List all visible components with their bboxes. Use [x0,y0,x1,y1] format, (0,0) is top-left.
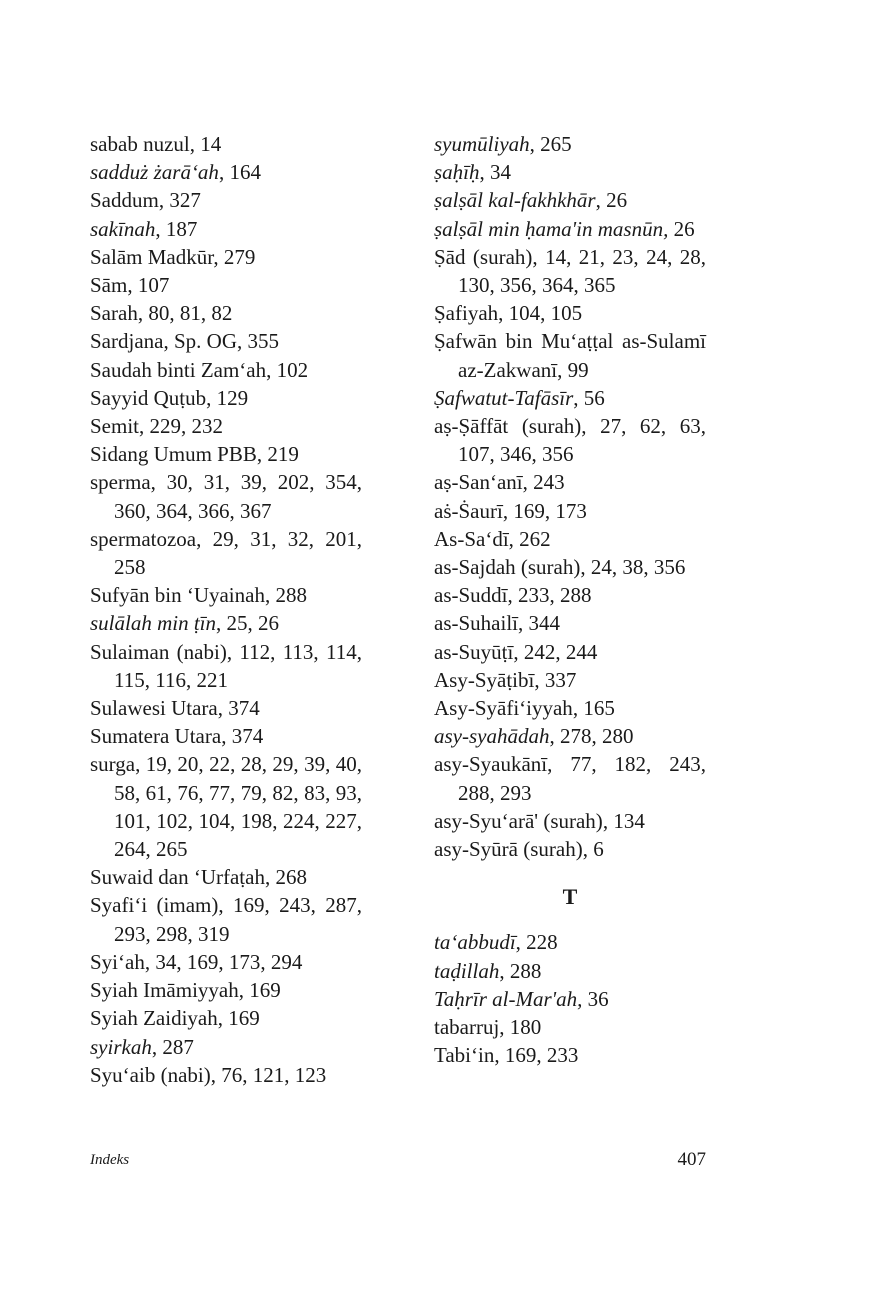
index-entry [90,638,362,694]
entry-term: Taḥrīr al-Mar'ah, [434,986,583,1011]
entry-pages: , 76, 121, 123 [210,1062,327,1087]
entry-term: Ṣafiyah [434,301,499,326]
entry-pages: , 25, 26 [216,611,280,636]
index-entry [90,694,362,722]
index-entry [434,835,706,863]
entry-term: aṣ-San‘anī [434,470,523,495]
entry-pages: , 129 [206,385,249,410]
entry-term: Ṣafwān bin Mu‘aṭṭal as-Sulamī az-Zakwanī [434,329,706,382]
entry-pages: , 265 [529,132,572,156]
index-entry [90,609,362,637]
entry-pages: , 56 [573,385,605,410]
index-entry [90,327,362,355]
entry-term: Asy-Syāfi‘iyyah [434,696,573,721]
index-entry [434,807,706,835]
entry-pages: 26 [668,216,695,241]
index-entry [434,666,706,694]
index-entry [90,158,362,186]
entry-pages: , 165 [572,696,615,721]
index-entry [434,243,706,299]
entry-pages: , 34 [479,160,512,185]
entry-term: Sumatera Utara [90,724,222,749]
index-entry [434,1013,706,1041]
entry-term: syumūliyah [434,132,530,156]
entry-term: ṣalṣāl kal-fakhkhār [434,188,596,213]
entry-term: asy-syahādah [434,724,550,749]
index-entry [434,694,706,722]
entry-term: sperma [90,470,151,495]
entry-term: Salām Madkūr [90,244,214,269]
entry-pages: , 169, 243, 287, 293, 298, 319 [114,893,363,946]
index-entry [434,638,706,666]
entry-pages: , 112, 113, 114, 115, 116, 221 [114,639,362,692]
index-entry [434,412,706,468]
entry-term: Suwaid dan ‘Urfaṭah [90,865,265,890]
index-entry [434,957,706,985]
footer-section-name: Indeks [90,1152,130,1168]
index-entry [90,976,362,1004]
index-entry [90,440,362,468]
index-entry [90,948,362,976]
entry-term: Sulaiman (nabi) [90,639,227,664]
entry-term: Sulawesi Utara [90,696,218,721]
entry-term: aṡ-Ṡaurī [434,498,503,523]
entry-term: spermatozoa [90,526,197,551]
entry-term: Sidang Umum PBB [90,442,257,467]
entry-pages: , 288 [499,958,542,983]
index-entry [434,928,706,956]
index-entry [90,468,362,524]
entry-term: Sardjana, Sp. OG [90,329,237,354]
entry-pages: , 80, 81, 82 [137,301,233,326]
entry-term: Semit [90,414,140,439]
entry-pages: , 107 [127,273,170,298]
index-entry [434,186,706,214]
entry-pages: , 77, 182, 243, 288, 293 [458,752,706,805]
entry-term: Tabi‘in [434,1043,495,1068]
index-entry [434,985,706,1013]
index-entry [90,186,362,214]
entry-pages: , 19, 20, 22, 28, 29, 39, 40, 58, 61, 76, 77, 79, 82, 83, 93, 101, 102, 104, 198, 224, 227, 264, 265 [114,752,362,862]
entry-term: sakīnah [90,216,156,241]
entry-term: asy-Syūrā (surah) [434,837,583,862]
entry-term: as-Suhailī [434,611,518,636]
index-entry [90,299,362,327]
entry-pages: , 26 [595,188,628,213]
entry-term: Asy-Syāṭibī [434,667,535,692]
entry-term: Sayyid Quṭub [90,385,207,410]
entry-term: ta‘abbudī [434,930,516,955]
index-entry [90,356,362,384]
entry-pages: , 374 [217,696,260,721]
index-entry [90,1061,362,1089]
entry-term: as-Suyūṭī [434,639,514,664]
entry-term: Ṣād (surah) [434,244,533,269]
entry-pages: 36 [582,986,609,1011]
index-entry [90,891,362,947]
footer-page-number: 407 [677,1149,706,1170]
index-entry [90,243,362,271]
entry-pages: , 169, 173 [502,498,587,523]
index-entry [434,215,706,243]
entry-term: Saudah binti Zam‘ah [90,357,267,382]
entry-pages: , 30, 31, 39, 202, 354, 360, 364, 366, 367 [114,470,362,523]
entry-term: Syi‘ah [90,949,145,974]
entry-pages: , 169 [217,1006,260,1031]
entry-pages: , 180 [499,1015,542,1040]
entry-pages: , 164 [218,160,261,185]
entry-term: as-Sajdah (surah) [434,555,581,580]
entry-term: ṣalṣāl min ḥama'in masnūn, [434,216,669,241]
index-entry [90,130,362,158]
entry-term: As-Sa‘dī [434,526,509,551]
index-entry [90,525,362,581]
index-entry [90,215,362,243]
left-column [90,130,362,1089]
entry-term: Sām [90,273,128,298]
entry-term: sabab nuzul [90,132,190,156]
entry-pages: , 14 [189,132,222,156]
entry-term: as-Suddī [434,583,508,608]
entry-pages: , 27, 62, 63, 107, 346, 356 [458,414,706,467]
entry-pages: , 228 [515,930,558,955]
entry-pages: , 169, 233 [494,1043,579,1068]
entry-pages: , 104, 105 [498,301,583,326]
entry-pages: , 29, 31, 32, 201, 258 [114,526,362,580]
entry-pages: , 327 [158,188,201,213]
index-entry [434,497,706,525]
index-entry [90,1033,362,1061]
index-entry [434,722,706,750]
index-entry [434,158,706,186]
entry-term: aṣ-Ṣāffāt (surah) [434,414,582,439]
section-letter-heading: T [562,884,578,910]
entry-pages: , 187 [155,216,198,241]
entry-term: Syiah Zaidiyah [90,1006,218,1031]
entry-term: sadduż żarā‘ah [90,160,219,185]
entry-pages: , 34, 169, 173, 294 [144,949,303,974]
index-entry [90,722,362,750]
entry-pages: , 288 [264,583,307,608]
entry-term: tabarruj [434,1015,500,1040]
index-entry [90,384,362,412]
entry-term: surga [90,752,136,777]
index-entry [434,468,706,496]
index-entry [434,609,706,637]
entry-pages: , 279 [213,244,256,269]
entry-term: Syu‘aib (nabi) [90,1062,211,1087]
index-entry [434,299,706,327]
entry-term: Sarah [90,301,138,326]
index-entry [434,327,706,383]
entry-pages: , 262 [508,526,551,551]
entry-term: sulālah min ṭīn [90,611,217,636]
entry-pages: , 233, 288 [507,583,592,608]
entry-pages: , 337 [534,667,577,692]
index-entry [90,750,362,863]
index-entry [434,750,706,806]
index-entry [90,1004,362,1032]
entry-term: Ṣafwatut-Tafāsīr [434,385,574,410]
entry-pages: , 99 [557,357,589,382]
t-section-entries [434,928,706,1069]
index-entry [434,581,706,609]
entry-pages: , 355 [236,329,279,354]
index-entry [434,553,706,581]
right-column [434,130,706,1070]
index-entry [90,271,362,299]
index-entry [434,384,706,412]
entry-pages: , 134 [602,808,645,833]
entry-pages: , 242, 244 [513,639,598,664]
entry-pages: , 344 [518,611,560,636]
entry-pages: , 24, 38, 356 [580,555,686,580]
entry-pages: , 229, 232 [139,414,224,439]
entry-pages: , 374 [221,724,264,749]
entry-pages: , 219 [256,442,299,467]
entry-pages: , 287 [151,1034,194,1059]
index-entry [90,581,362,609]
index-entry [434,1041,706,1069]
entry-pages: , 6 [582,837,604,862]
entry-term: taḍillah [434,958,500,983]
entry-term: Saddum [90,188,159,213]
entry-term: Syafi‘i (imam) [90,893,219,918]
entry-pages: , 268 [264,865,307,890]
entry-term: Sufyān bin ‘Uyainah [90,583,265,608]
entry-pages: , 102 [266,357,309,382]
index-entry [434,130,706,158]
entry-pages: , 278, 280 [549,724,634,749]
entry-term: syirkah [90,1034,152,1059]
index-entry [90,863,362,891]
index-entry [90,412,362,440]
entry-term: ṣaḥīḥ [434,160,480,185]
entry-pages: , 14, 21, 23, 24, 28, 130, 356, 364, 365 [458,244,707,298]
right-column-entries [434,130,706,863]
entry-term: asy-Syu‘arā' (surah) [434,808,603,833]
entry-pages: , 169 [238,978,281,1003]
index-entry [434,525,706,553]
entry-term: Syiah Imāmiyyah [90,978,239,1003]
entry-pages: , 243 [522,470,565,495]
entry-term: asy-Syaukānī [434,752,548,777]
